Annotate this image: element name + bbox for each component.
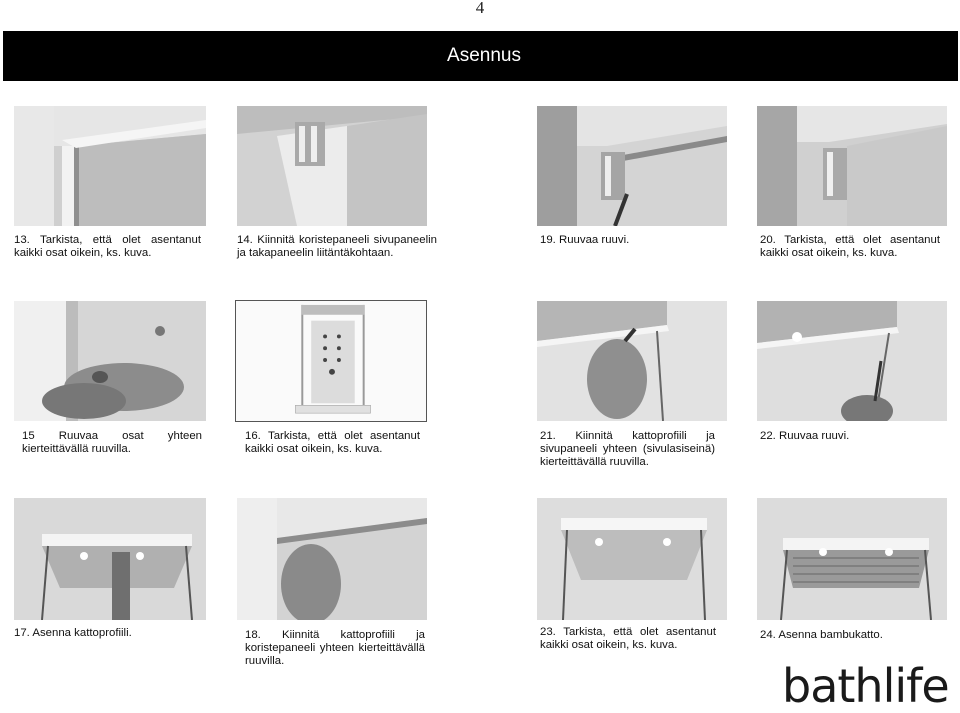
section-banner bbox=[3, 31, 958, 81]
step-13-text: 13. Tarkista, että olet asentanut kaikki osat oikein, ks. kuva. bbox=[14, 234, 201, 259]
step-24-text: 24. Asenna bambukatto. bbox=[760, 629, 883, 641]
step-14-text: 14. Kiinnitä koristepaneeli sivupaneelin ja takapaneelin liitäntäkohtaan. bbox=[237, 234, 437, 259]
step-17-text: 17. Asenna kattoprofiili. bbox=[14, 627, 132, 639]
step-14-photo bbox=[237, 106, 427, 226]
step-17-photo bbox=[14, 498, 206, 620]
step-19-photo bbox=[537, 106, 727, 226]
step-22-text: 22. Ruuvaa ruuvi. bbox=[760, 430, 850, 442]
step-24-photo bbox=[757, 498, 947, 620]
page-number: 4 bbox=[475, 0, 485, 17]
bathlife-logo: bathlife bbox=[782, 659, 949, 713]
step-19-text: 19. Ruuvaa ruuvi. bbox=[540, 234, 630, 246]
step-18-text: 18. Kiinnitä kattoprofiili ja koristepaneeli yhteen kierteittävällä ruuvilla. bbox=[245, 629, 425, 667]
step-21-photo bbox=[537, 301, 727, 421]
step-13-photo bbox=[14, 106, 206, 226]
step-15-photo bbox=[14, 301, 206, 421]
step-20-photo bbox=[757, 106, 947, 226]
step-22-photo bbox=[757, 301, 947, 421]
section-title: Asennus bbox=[447, 45, 521, 66]
step-21-text: 21. Kiinnitä kattoprofiili ja sivupaneeli yhteen (sivulasiseinä) kierteittävällä ruuvilla. bbox=[540, 430, 715, 468]
step-16-text: 16. Tarkista, että olet asentanut kaikki osat oikein, ks. kuva. bbox=[245, 430, 420, 455]
step-23-photo bbox=[537, 498, 727, 620]
step-20-text: 20. Tarkista, että olet asentanut kaikki osat oikein, ks. kuva. bbox=[760, 234, 940, 259]
step-23-text: 23. Tarkista, että olet asentanut kaikki osat oikein, ks. kuva. bbox=[540, 626, 716, 651]
step-18-photo bbox=[237, 498, 427, 620]
step-16-photo bbox=[235, 300, 427, 422]
step-15-text: 15 Ruuvaa osat yhteen kierteittävällä ruuvilla. bbox=[22, 430, 202, 455]
